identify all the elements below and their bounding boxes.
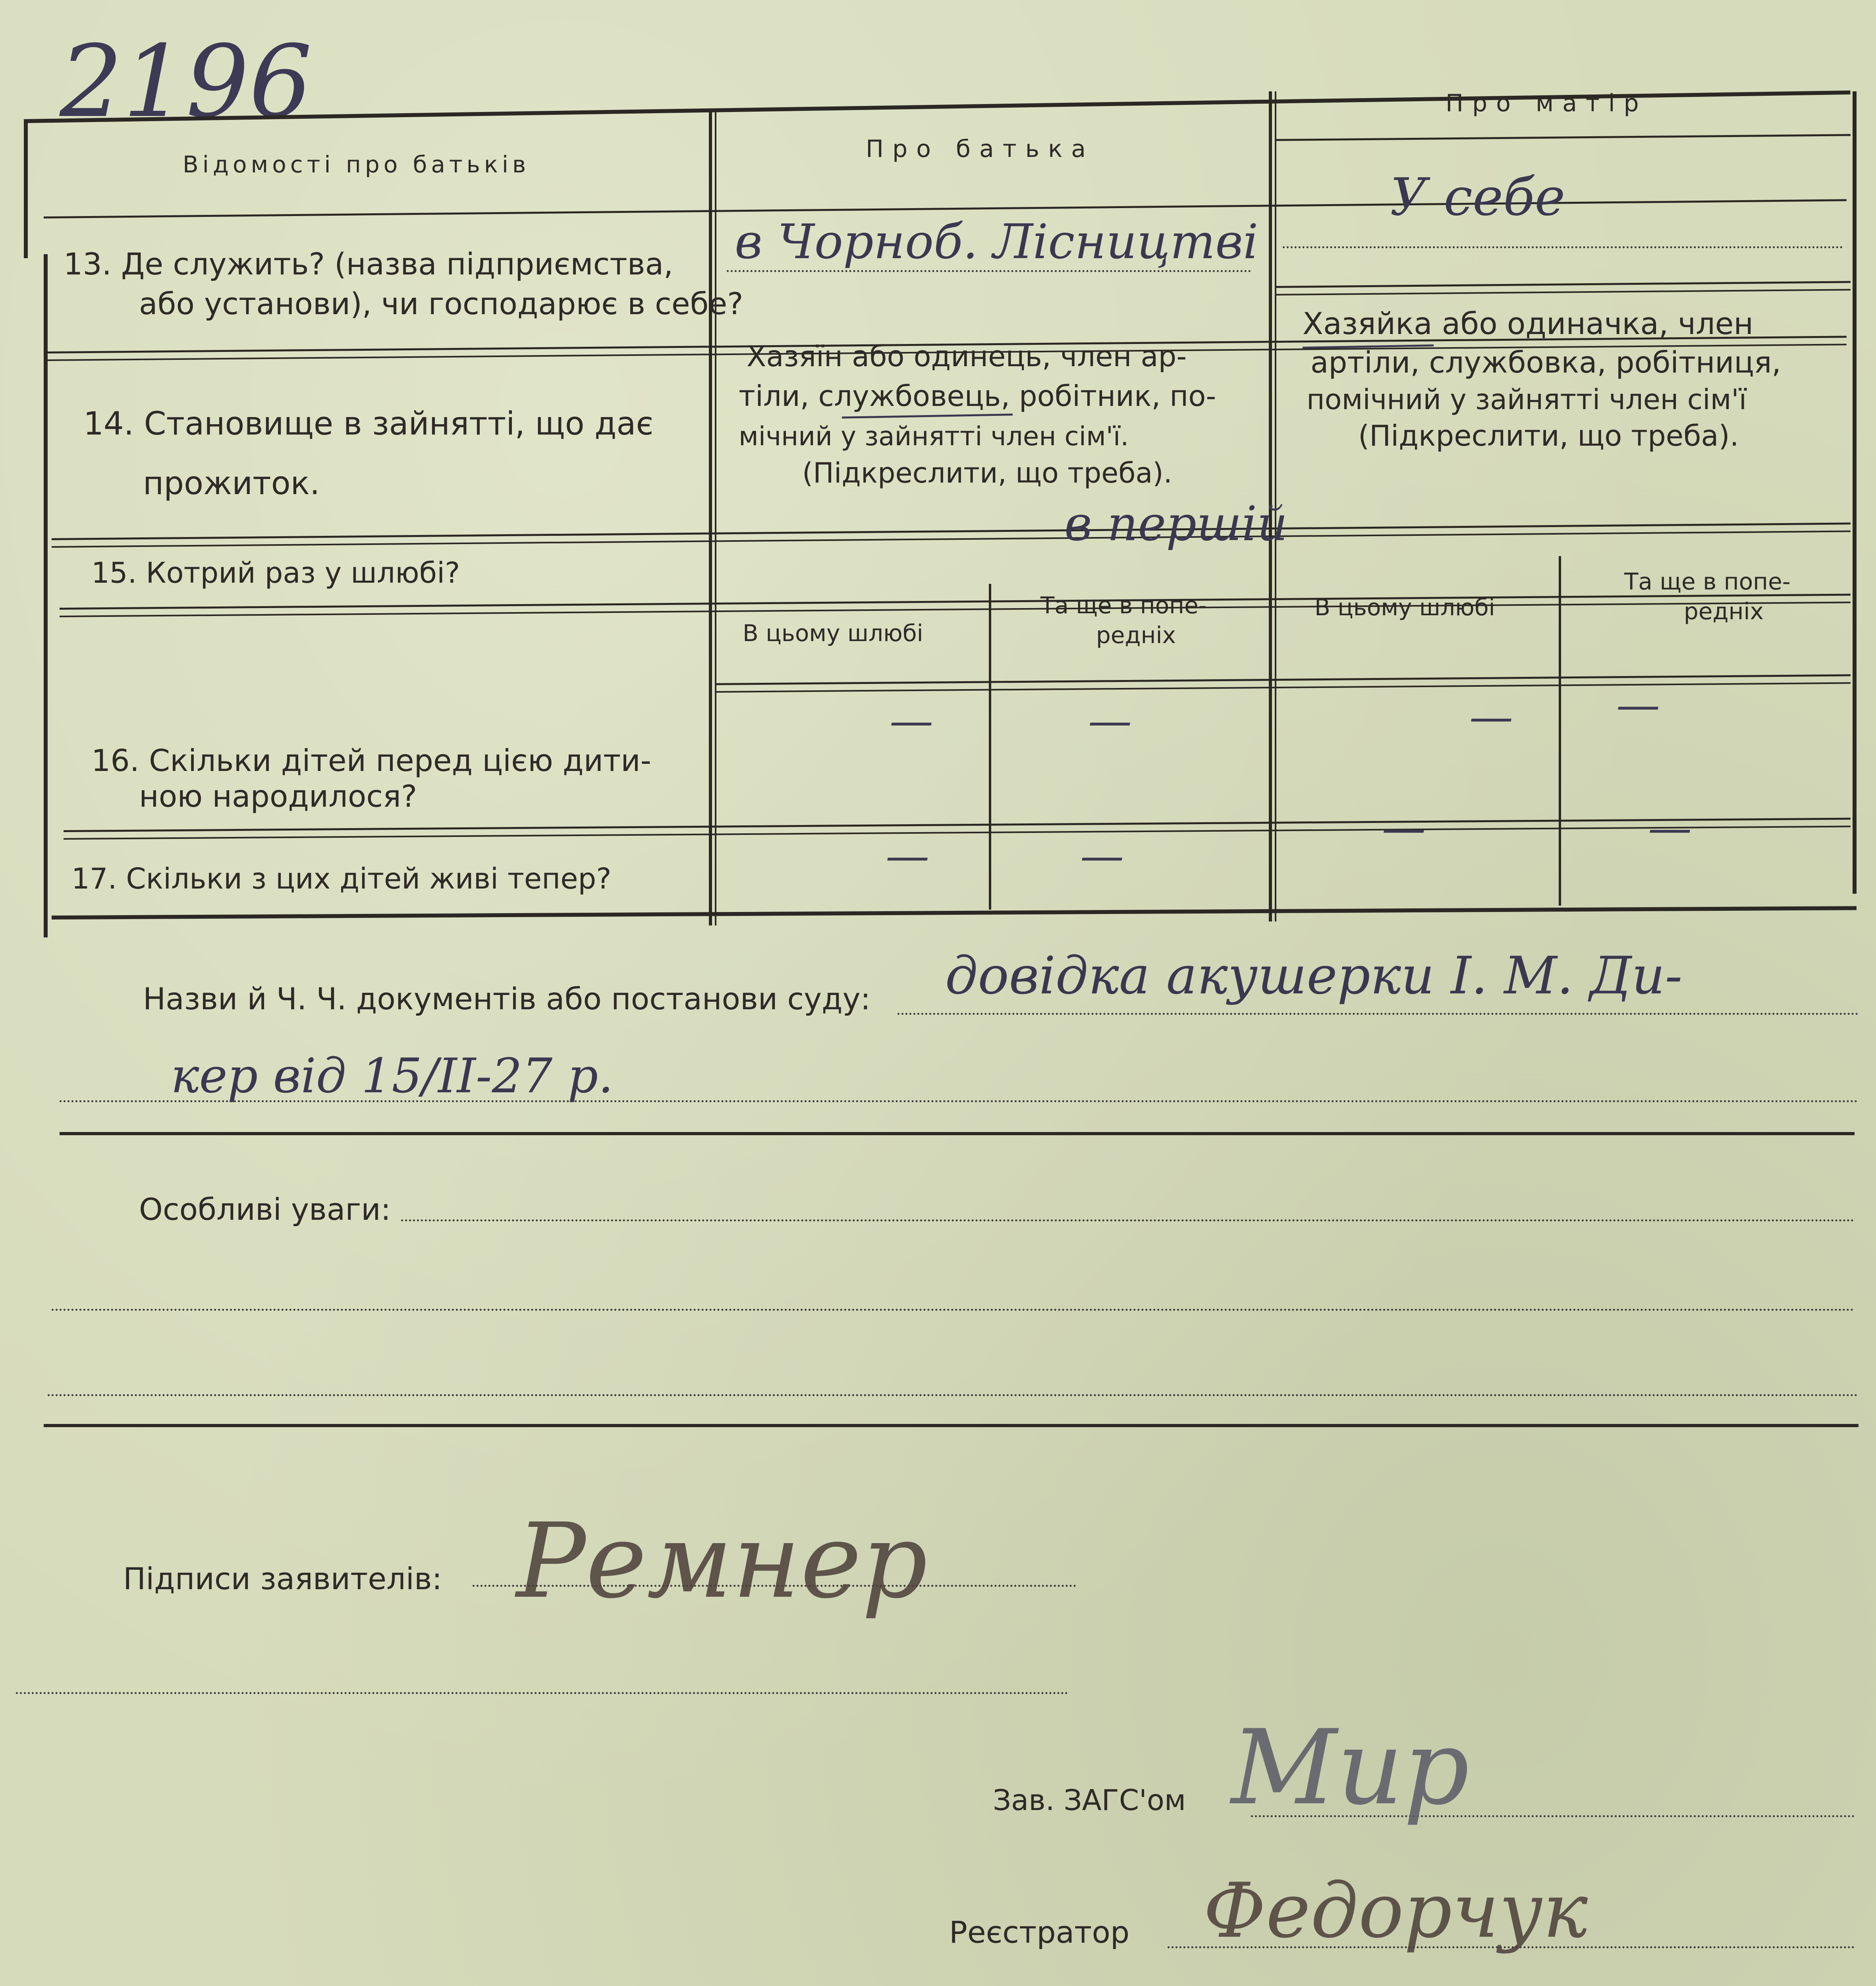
q14-father-option-line2: тіли, службовець, робітник, по- bbox=[739, 379, 1216, 413]
q17-father-previous: — bbox=[1080, 830, 1124, 881]
q13-label-line2: або установи), чи господарює в себе? bbox=[139, 286, 743, 321]
q14-father-option-line4: (Підкреслити, що треба). bbox=[802, 457, 1172, 489]
q16-label-line2: ною народилося? bbox=[139, 779, 417, 814]
documents-value-line1: довідка акушерки І. М. Ди- bbox=[945, 945, 1683, 1006]
q14-label-line1: 14. Становище в зайнятті, що дає bbox=[83, 405, 654, 442]
header-main: Відомості про батьків bbox=[183, 151, 530, 178]
q17-label: 17. Скільки з цих дітей живі тепер? bbox=[71, 862, 612, 895]
applicants-signature-label: Підписи заявителів: bbox=[123, 1561, 442, 1596]
documents-value-line2: кер від 15/ІІ-27 р. bbox=[171, 1049, 614, 1104]
q14-father-underline bbox=[842, 413, 1013, 419]
q13-label-line1: 13. Де служить? (назва підприємства, bbox=[64, 246, 674, 282]
archive-number: 2196 bbox=[60, 24, 313, 139]
q17-mother-current: — bbox=[1382, 802, 1426, 853]
header-mother: Про матір bbox=[1446, 89, 1648, 117]
subheader-father-previous-line1: Та ще в попе- bbox=[1040, 592, 1207, 619]
q16-father-previous: — bbox=[1088, 695, 1132, 746]
header-father: Про батька bbox=[866, 135, 1095, 163]
q15-label: 15. Котрий раз у шлюбі? bbox=[91, 556, 460, 589]
subheader-father-previous-line2: редніх bbox=[1096, 622, 1176, 649]
q16-mother-previous: — bbox=[1616, 679, 1660, 730]
q17-father-current: — bbox=[886, 830, 929, 881]
subheader-mother-previous-line2: редніх bbox=[1684, 598, 1764, 625]
subheader-mother-previous-line1: Та ще в попе- bbox=[1624, 568, 1791, 595]
head-of-registry-signature: Мир bbox=[1231, 1708, 1470, 1828]
subheader-mother-current: В цьому шлюбі bbox=[1314, 594, 1495, 621]
q17-mother-previous: — bbox=[1648, 802, 1692, 853]
q13-mother-answer: У себе bbox=[1390, 167, 1565, 227]
q14-mother-option-line3: помічний у зайнятті член сім'ї bbox=[1307, 383, 1747, 416]
q16-mother-current: — bbox=[1469, 691, 1513, 742]
q14-label-line2: прожиток. bbox=[143, 465, 320, 502]
head-of-registry-label: Зав. ЗАГС'ом bbox=[993, 1783, 1186, 1817]
remarks-label: Особливі уваги: bbox=[139, 1192, 391, 1227]
q13-father-answer: в Чорноб. Лісництві bbox=[735, 214, 1258, 270]
q14-mother-option-line1: Хазяйка або одиначка, член bbox=[1303, 306, 1754, 341]
q16-father-current: — bbox=[890, 695, 933, 746]
q16-label-line1: 16. Скільки дітей перед цією дити- bbox=[91, 743, 652, 778]
q14-father-option-line1: Хазяїн або одинець, член ар- bbox=[747, 340, 1187, 373]
registrar-signature: Федорчук bbox=[1203, 1867, 1588, 1955]
q14-mother-option-line4: (Підкреслити, що треба). bbox=[1358, 419, 1739, 452]
q14-father-option-line3: мічний у зайнятті член сім'ї. bbox=[739, 421, 1129, 452]
q14-mother-option-line2: артіли, службовка, робітниця, bbox=[1310, 346, 1781, 380]
applicant-signature: Ремнер bbox=[516, 1501, 928, 1621]
registrar-label: Реєстратор bbox=[949, 1915, 1130, 1950]
q15-answer: в першій bbox=[1064, 496, 1288, 552]
subheader-father-current: В цьому шлюбі bbox=[743, 620, 923, 647]
documents-label: Назви й Ч. Ч. документів або постанови суду: bbox=[143, 981, 871, 1016]
